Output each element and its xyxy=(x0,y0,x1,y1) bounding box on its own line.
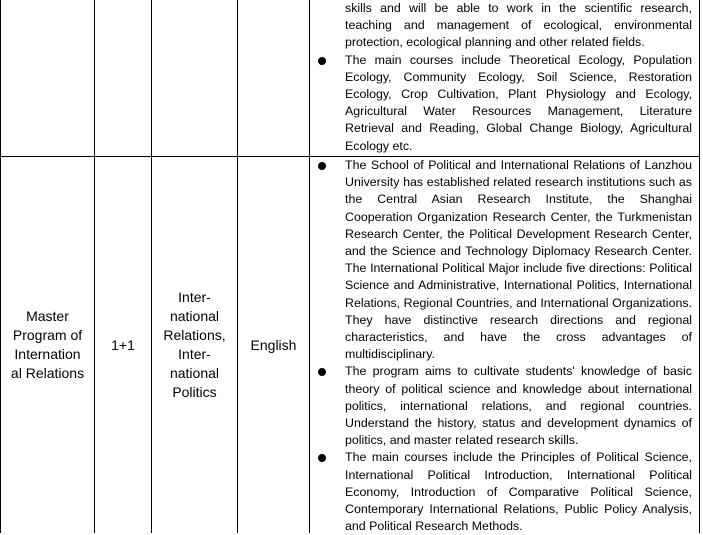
program-name-line: Internation xyxy=(14,346,81,362)
major-line: Inter- xyxy=(178,346,211,362)
table-border-right xyxy=(699,0,700,533)
bullet-text: The School of Political and International Relations of Lanzhou University has established related research institutions such as the Central Asian Research Institute, the Shanghai Cooperation Organization Research Center, the Turkmenistan Research Center, the Political Development Research Center, and the Science and Technology Diplomacy Research Center. The International Political Major include five directions: Political Science and Administrative, International Politics, International Relations, Regional Countries, and International Organizations. They have distinctive research directions and regional characteristics, and have the cross advantages of multidisciplinary. xyxy=(345,158,692,362)
row1-description xyxy=(318,0,692,155)
bullet-icon xyxy=(318,368,326,376)
language-cell xyxy=(238,157,309,533)
major-line: national xyxy=(169,308,220,324)
language-text: English xyxy=(250,336,297,353)
program-name-cell xyxy=(1,157,94,533)
major-line: Inter- xyxy=(178,289,211,305)
row2-description xyxy=(318,157,692,535)
description-bullet xyxy=(318,449,692,535)
major-cell xyxy=(152,157,237,533)
bullet-icon xyxy=(318,57,326,65)
program-name-line: al Relations xyxy=(10,365,85,381)
row1-continuation-text: skills and will be able to work in the scientific research, teaching and management of ecological, environmental protection, ecological planning and other related fields. xyxy=(345,1,692,50)
duration-cell xyxy=(95,157,151,533)
program-name-line: Program of xyxy=(12,327,83,343)
major-line: national xyxy=(169,365,220,381)
major-line: Relations, xyxy=(163,327,226,343)
duration-text: 1+1 xyxy=(111,336,135,353)
major-line: Politics xyxy=(172,384,217,400)
bullet-text: The program aims to cultivate students' knowledge of basic theory of political science and knowledge about international politics, international relations, and regional countries. Understand the history, status and development dynamics of politics, and master related research skills. xyxy=(345,364,692,448)
row1-courses-bullet xyxy=(318,52,692,155)
column-divider xyxy=(309,0,310,533)
bullet-icon xyxy=(318,162,326,170)
description-bullet xyxy=(318,363,692,449)
program-name-line: Master xyxy=(26,308,69,324)
row1-courses-text: The main courses include Theoretical Ecology, Population Ecology, Community Ecology, Soil Science, Restoration Ecology, Crop Cultivation, Plant Physiology and Ecology, Agricultural Water Resources Management, Literature Retrieval and Reading, Global Change Biology, Agricultural Ecology etc. xyxy=(345,52,692,153)
bullet-text: The main courses include the Principles of Political Science, International Political Introduction, International Political Economy, Introduction of Comparative Political Science, Contemporary International Relations, Public Policy Analysis, and Political Research Methods. xyxy=(345,450,692,534)
description-bullet xyxy=(318,157,692,363)
bullet-icon xyxy=(318,454,326,462)
